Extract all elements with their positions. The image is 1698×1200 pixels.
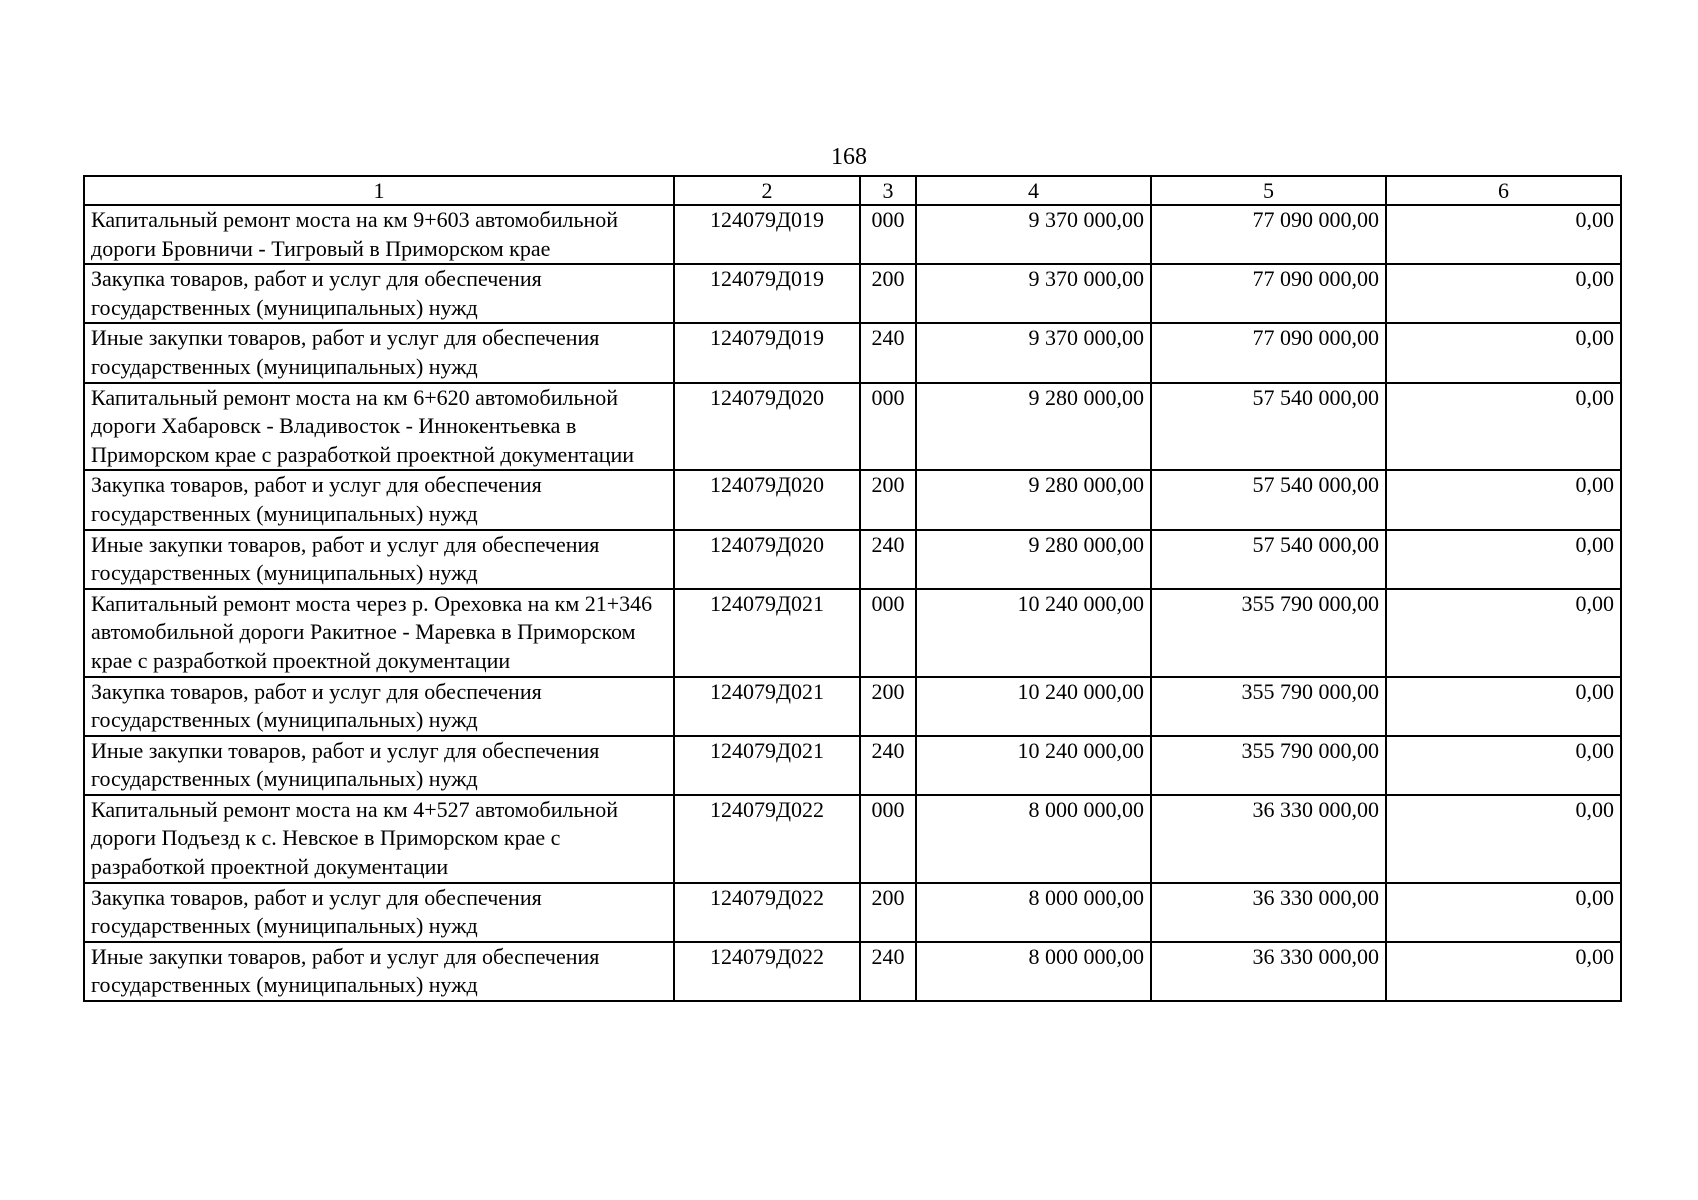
row-amount-col4: 9 280 000,00 [916, 470, 1151, 529]
row-code-cell: 124079Д021 [674, 736, 860, 795]
table-row [84, 383, 1621, 471]
table-row [84, 942, 1621, 1001]
row-amount-col6: 0,00 [1386, 530, 1621, 589]
row-expense-type-cell: 000 [860, 589, 916, 677]
row-amount-col4: 10 240 000,00 [916, 677, 1151, 736]
row-name-cell: Капитальный ремонт моста через р. Ореховка на км 21+346 автомобильной дороги Ракитное - Маревка в Приморском крае с разработкой проектной документации [84, 589, 674, 677]
row-expense-type-cell: 240 [860, 530, 916, 589]
table-row [84, 677, 1621, 736]
row-expense-type-cell: 240 [860, 736, 916, 795]
row-amount-col4: 9 280 000,00 [916, 383, 1151, 471]
row-code-cell: 124079Д021 [674, 677, 860, 736]
table-header [84, 176, 1621, 205]
row-amount-col5: 77 090 000,00 [1151, 264, 1386, 323]
table-row [84, 883, 1621, 942]
row-code-cell: 124079Д022 [674, 795, 860, 883]
row-amount-col5: 57 540 000,00 [1151, 530, 1386, 589]
row-amount-col6: 0,00 [1386, 589, 1621, 677]
row-amount-col4: 9 280 000,00 [916, 530, 1151, 589]
row-amount-col4: 10 240 000,00 [916, 736, 1151, 795]
table-row [84, 323, 1621, 382]
row-code-cell: 124079Д022 [674, 883, 860, 942]
row-amount-col6: 0,00 [1386, 323, 1621, 382]
page-number: 168 [831, 144, 867, 170]
row-amount-col4: 9 370 000,00 [916, 323, 1151, 382]
header-col-4: 4 [916, 176, 1151, 205]
row-name-cell: Закупка товаров, работ и услуг для обеспечения государственных (муниципальных) нужд [84, 883, 674, 942]
row-name-cell: Закупка товаров, работ и услуг для обеспечения государственных (муниципальных) нужд [84, 264, 674, 323]
table-row [84, 795, 1621, 883]
row-amount-col4: 8 000 000,00 [916, 942, 1151, 1001]
row-name-cell: Иные закупки товаров, работ и услуг для обеспечения государственных (муниципальных) нужд [84, 736, 674, 795]
row-name-cell: Закупка товаров, работ и услуг для обеспечения государственных (муниципальных) нужд [84, 470, 674, 529]
row-expense-type-cell: 000 [860, 795, 916, 883]
row-amount-col4: 8 000 000,00 [916, 795, 1151, 883]
header-col-3: 3 [860, 176, 916, 205]
table-row [84, 736, 1621, 795]
row-code-cell: 124079Д020 [674, 470, 860, 529]
header-col-2: 2 [674, 176, 860, 205]
row-expense-type-cell: 240 [860, 942, 916, 1001]
row-amount-col6: 0,00 [1386, 264, 1621, 323]
table-row [84, 470, 1621, 529]
table-row [84, 264, 1621, 323]
row-amount-col4: 10 240 000,00 [916, 589, 1151, 677]
row-amount-col4: 8 000 000,00 [916, 883, 1151, 942]
row-amount-col5: 77 090 000,00 [1151, 323, 1386, 382]
row-name-cell: Закупка товаров, работ и услуг для обеспечения государственных (муниципальных) нужд [84, 677, 674, 736]
row-code-cell: 124079Д020 [674, 383, 860, 471]
header-col-6: 6 [1386, 176, 1621, 205]
row-expense-type-cell: 240 [860, 323, 916, 382]
row-code-cell: 124079Д019 [674, 205, 860, 264]
header-col-5: 5 [1151, 176, 1386, 205]
row-expense-type-cell: 200 [860, 677, 916, 736]
row-amount-col5: 77 090 000,00 [1151, 205, 1386, 264]
row-amount-col5: 355 790 000,00 [1151, 677, 1386, 736]
row-expense-type-cell: 200 [860, 470, 916, 529]
row-amount-col6: 0,00 [1386, 470, 1621, 529]
row-amount-col6: 0,00 [1386, 736, 1621, 795]
row-amount-col5: 355 790 000,00 [1151, 589, 1386, 677]
row-amount-col5: 57 540 000,00 [1151, 383, 1386, 471]
header-col-1: 1 [84, 176, 674, 205]
table-row [84, 589, 1621, 677]
row-name-cell: Капитальный ремонт моста на км 9+603 автомобильной дороги Бровничи - Тигровый в Приморском крае [84, 205, 674, 264]
header-row [84, 176, 1621, 205]
row-expense-type-cell: 000 [860, 383, 916, 471]
row-code-cell: 124079Д022 [674, 942, 860, 1001]
budget-table [83, 175, 1622, 1002]
row-name-cell: Капитальный ремонт моста на км 6+620 автомобильной дороги Хабаровск - Владивосток - Иннокентьевка в Приморском крае с разработкой проектной документации [84, 383, 674, 471]
row-expense-type-cell: 200 [860, 264, 916, 323]
row-amount-col6: 0,00 [1386, 205, 1621, 264]
table-body [84, 205, 1621, 1001]
row-amount-col5: 355 790 000,00 [1151, 736, 1386, 795]
row-code-cell: 124079Д019 [674, 264, 860, 323]
row-name-cell: Капитальный ремонт моста на км 4+527 автомобильной дороги Подъезд к с. Невское в Приморском крае с разработкой проектной документации [84, 795, 674, 883]
row-amount-col4: 9 370 000,00 [916, 205, 1151, 264]
row-amount-col6: 0,00 [1386, 883, 1621, 942]
row-amount-col6: 0,00 [1386, 795, 1621, 883]
table-row [84, 530, 1621, 589]
row-code-cell: 124079Д020 [674, 530, 860, 589]
row-name-cell: Иные закупки товаров, работ и услуг для обеспечения государственных (муниципальных) нужд [84, 323, 674, 382]
row-name-cell: Иные закупки товаров, работ и услуг для обеспечения государственных (муниципальных) нужд [84, 942, 674, 1001]
row-name-cell: Иные закупки товаров, работ и услуг для обеспечения государственных (муниципальных) нужд [84, 530, 674, 589]
row-expense-type-cell: 000 [860, 205, 916, 264]
row-expense-type-cell: 200 [860, 883, 916, 942]
row-amount-col6: 0,00 [1386, 383, 1621, 471]
row-amount-col6: 0,00 [1386, 677, 1621, 736]
row-amount-col5: 36 330 000,00 [1151, 795, 1386, 883]
row-amount-col5: 57 540 000,00 [1151, 470, 1386, 529]
table-row [84, 205, 1621, 264]
row-amount-col4: 9 370 000,00 [916, 264, 1151, 323]
row-amount-col5: 36 330 000,00 [1151, 883, 1386, 942]
row-amount-col5: 36 330 000,00 [1151, 942, 1386, 1001]
row-code-cell: 124079Д019 [674, 323, 860, 382]
row-amount-col6: 0,00 [1386, 942, 1621, 1001]
row-code-cell: 124079Д021 [674, 589, 860, 677]
